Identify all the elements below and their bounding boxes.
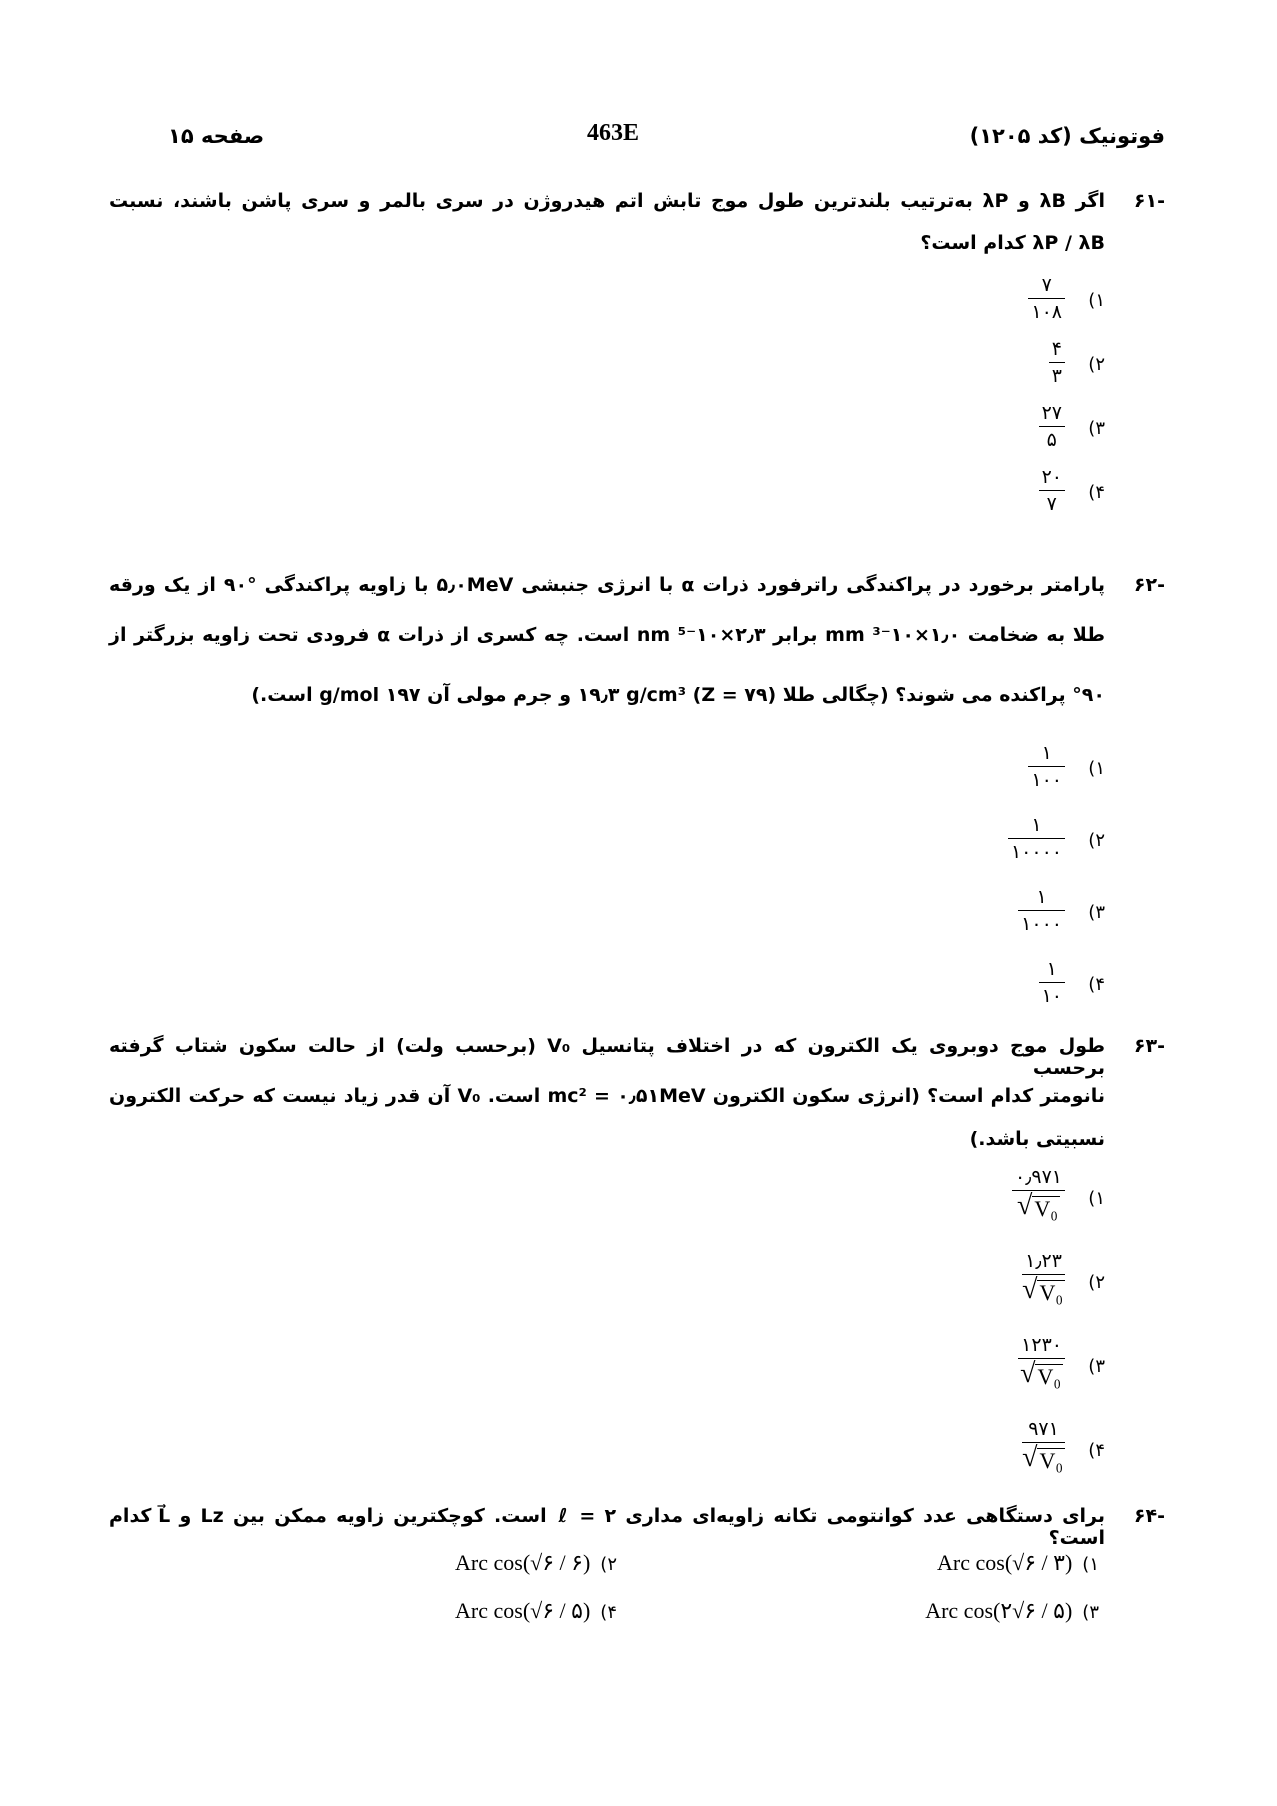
option-label: ۱) [1088,758,1105,779]
question-text-line: طلا به ضخامت ۱٫۰×۱۰⁻³ mm برابر ۲٫۳×۱۰⁻⁵ nm است. چه کسری از ذرات α فرودی تحت زاویه بزرگتر از [109,624,1106,646]
fraction [1018,1332,1065,1389]
option-3[interactable] [779,1598,1099,1624]
option-label: ۴) [1088,1440,1105,1461]
option-1[interactable] [975,740,1105,812]
option-label: ۳) [1088,1356,1105,1377]
numerator: ۱ [1046,958,1057,980]
question-text-line: اگر λB و λP به‌ترتیب بلندترین طول موج تابش اتم هیدروژن در سری بالمر و سری پاشن باشند، نسبت [109,190,1105,212]
option-2[interactable] [975,812,1105,884]
denominator: ۷ [1046,493,1057,515]
numerator: ۰٫۹۷۱ [1015,1166,1062,1188]
square-root: √ V₀ [1022,1274,1063,1305]
numerator: ۷ [1041,274,1052,296]
denominator: ۱۰ [1041,985,1062,1007]
fraction [1012,1164,1065,1221]
fraction [1022,1248,1065,1305]
question-text-line: °۹۰ پراکنده می شوند؟ (چگالی طلا (Z = ۷۹) ۱۹٫۳ g/cm³ و جرم مولی آن ۱۹۷ g/mol است.) [251,684,1105,706]
fraction [1022,1416,1065,1473]
option-2[interactable] [985,336,1105,400]
numerator: ۹۷۱ [1028,1418,1059,1440]
option-label: ۱) [1082,1554,1099,1575]
option-2[interactable] [965,1248,1105,1332]
fraction [1018,884,1065,937]
option-label: ۴) [1088,482,1105,503]
question-number: -۶۲ [1133,574,1165,596]
option-4[interactable] [965,1416,1105,1500]
option-expression: Arc cos(۲√۶ / ۵) [925,1598,1073,1623]
numerator: ۲۷ [1041,402,1062,424]
option-label: ۲) [1088,1272,1105,1293]
fraction [1039,464,1065,517]
denominator: ۵ [1046,429,1057,451]
fraction [1039,400,1065,453]
option-4[interactable] [297,1598,617,1624]
radicand: V₀ [1034,1196,1058,1221]
numerator: ۱ [1036,886,1047,908]
option-1[interactable] [779,1550,1099,1576]
question-text-line: λP / λB کدام است؟ [920,232,1105,254]
question-number: -۶۱ [1133,190,1165,212]
square-root: √ V₀ [1022,1442,1063,1473]
radicand: V₀ [1039,1448,1063,1473]
denominator: ۱۰۰ [1031,769,1062,791]
option-4[interactable] [975,956,1105,1028]
numerator: ۲۰ [1041,466,1062,488]
option-label: ۴) [1088,974,1105,995]
option-label: ۲) [1088,830,1105,851]
option-label: ۳) [1088,418,1105,439]
option-label: ۳) [1082,1602,1099,1623]
exam-title: فوتونیک (کد ۱۲۰۵) [969,124,1165,148]
question-text-line: طول موج دوبروی یک الکترون که در اختلاف پتانسیل V₀ (برحسب ولت) از حالت سکون شتاب گرفته برحسب [109,1035,1105,1079]
option-1[interactable] [985,272,1105,336]
option-3[interactable] [965,1332,1105,1416]
fraction [1039,956,1065,1009]
square-root: √ V₀ [1020,1358,1062,1389]
numerator: ۴ [1051,338,1062,360]
numerator: ۱ [1041,742,1052,764]
option-label: ۱) [1088,290,1105,311]
question-number: -۶۳ [1133,1035,1165,1057]
option-expression: Arc cos(√۶ / ۵) [455,1598,591,1623]
fraction [1008,812,1065,865]
question-text-line: نسبیتی باشد.) [969,1128,1105,1150]
fraction [1028,740,1065,793]
denominator: ۳ [1051,365,1062,387]
option-label: ۴) [600,1602,617,1623]
numerator: ۱٫۲۳ [1025,1250,1062,1272]
denominator: ۱۰۸ [1031,301,1062,323]
fraction [1049,336,1065,389]
option-label: ۱) [1088,1188,1105,1209]
option-expression: Arc cos(√۶ / ۶) [455,1550,591,1575]
numerator: ۱۲۳۰ [1021,1334,1062,1356]
denominator: ۱۰۰۰ [1021,913,1062,935]
square-root: √ V₀ [1017,1190,1058,1221]
option-2[interactable] [297,1550,617,1576]
numerator: ۱ [1031,814,1042,836]
question-number: -۶۴ [1133,1505,1165,1527]
option-3[interactable] [975,884,1105,956]
option-3[interactable] [985,400,1105,464]
option-expression: Arc cos(√۶ / ۳) [937,1550,1073,1575]
question-text-line: نانومتر کدام است؟ (انرژی سکون الکترون mc² = ۰٫۵۱MeV است. V₀ آن قدر زیاد نیست که حرکت الکترون [109,1085,1105,1107]
fraction [1028,272,1065,325]
radicand: V₀ [1037,1364,1062,1389]
question-text-line: پارامتر برخورد در پراکندگی راترفورد ذرات α با انرژی جنبشی ۵٫۰MeV با زاویه پراکندگی °۹۰ از یک ورقه [109,574,1105,596]
option-4[interactable] [985,464,1105,528]
denominator: ۱۰۰۰۰ [1010,841,1062,863]
option-label: ۲) [600,1554,617,1575]
option-1[interactable] [965,1164,1105,1248]
page-number: صفحه ۱۵ [168,124,265,148]
question-text-line: برای دستگاهی عدد کوانتومی تکانه زاویه‌ای مداری ℓ = ۲ است. کوچکترین زاویه ممکن بین Lz و L⃗ کدام است؟ [109,1505,1105,1549]
booklet-code: 463E [587,120,640,146]
option-label: ۲) [1088,354,1105,375]
radicand: V₀ [1039,1280,1063,1305]
option-label: ۳) [1088,902,1105,923]
